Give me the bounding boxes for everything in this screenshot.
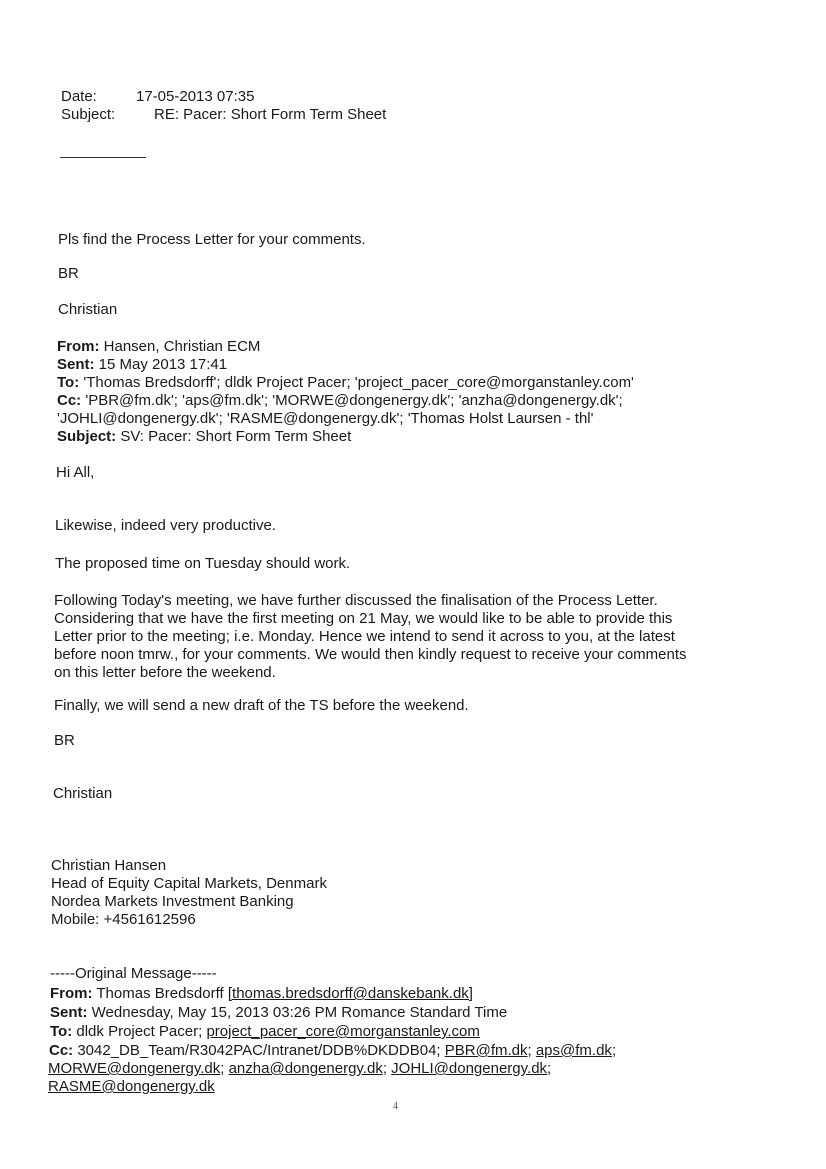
cc-email-link[interactable]: aps@fm.dk [535,1042,612,1059]
signature-title: Head of Equity Capital Markets, Denmark [51,875,327,892]
reply-line-1: Pls find the Process Letter for your comments. [58,231,366,248]
body-name: Christian [53,785,113,802]
original-to-label: To: [50,1023,73,1040]
reply-line-3: Christian [58,301,118,318]
original-to [50,1023,480,1040]
cc-email-link[interactable]: RASME@dongenergy.dk [48,1078,215,1095]
email1-to-value: 'Thomas Bredsdorff'; dldk Project Pacer; 'project_pacer_core@morganstanley.com' [79,374,634,391]
original-cc-label: Cc: [49,1042,74,1059]
body-greeting: Hi All, [56,464,95,481]
cc-email-link[interactable]: PBR@fm.dk [444,1042,528,1059]
email1-subject-value: SV: Pacer: Short Form Term Sheet [116,428,352,445]
email1-cc [57,392,623,409]
original-from [50,985,473,1002]
email1-from [57,338,260,355]
email1-from-value: Hansen, Christian ECM [99,338,261,355]
original-to-email-link[interactable]: project_pacer_core@morganstanley.com [206,1023,480,1040]
date-row [61,88,254,105]
body-paragraph-3-line: Considering that we have the first meeting on 21 May, we would like to be able to provide this [54,610,673,627]
original-sent [50,1004,507,1021]
signature-name: Christian Hansen [51,857,167,874]
body-paragraph-4: Finally, we will send a new draft of the TS before the weekend. [54,697,469,714]
body-paragraph-3-line: Following Today's meeting, we have further discussed the finalisation of the Process Letter. [54,592,658,609]
original-message-marker: -----Original Message----- [50,965,217,982]
email1-sent-label: Sent: [57,356,95,373]
original-cc-value: 3042_DB_Team/R3042PAC/Intranet/DDB%DKDDB04; [73,1042,445,1059]
original-cc [49,1042,616,1059]
reply-line-2: BR [58,265,79,282]
cc-email-link[interactable]: anzha@dongenergy.dk [228,1060,383,1077]
cc-email-link[interactable]: JOHLI@dongenergy.dk [391,1060,548,1077]
original-from-email-link[interactable]: [thomas.bredsdorff@danskebank.dk] [227,985,473,1002]
body-paragraph-3-line: before noon tmrw., for your comments. We would then kindly request to receive your comments [54,646,687,663]
subject-row [61,106,386,123]
email1-to [57,374,634,391]
cc-separator: ; [220,1060,229,1077]
email1-from-label: From: [57,338,100,355]
cc-separator: ; [382,1060,392,1077]
original-from-label: From: [50,985,93,1002]
date-value: 17-05-2013 07:35 [136,88,255,105]
signature-company: Nordea Markets Investment Banking [51,893,294,910]
email1-to-label: To: [57,374,80,391]
original-sent-value: Wednesday, May 15, 2013 03:26 PM Romance Standard Time [87,1004,508,1021]
cc-email-link[interactable]: MORWE@dongenergy.dk [48,1060,221,1077]
body-paragraph-3-line: on this letter before the weekend. [54,664,276,681]
cc-separator: ; [527,1042,536,1059]
email1-subject [57,428,351,445]
subject-label: Subject: [61,106,116,123]
body-paragraph-2: The proposed time on Tuesday should work. [55,555,351,572]
signature-mobile: Mobile: +4561612596 [51,911,196,928]
original-from-name: Thomas Bredsdorff [92,985,228,1002]
email1-sent-value: 15 May 2013 17:41 [94,356,228,373]
email1-cc-label: Cc: [57,392,82,409]
email1-cc-line2: 'JOHLI@dongenergy.dk'; 'RASME@dongenergy.dk'; 'Thomas Holst Laursen - thl' [57,410,594,427]
email1-cc-value-line1: 'PBR@fm.dk'; 'aps@fm.dk'; 'MORWE@dongenergy.dk'; 'anzha@dongenergy.dk'; [81,392,623,409]
header-divider [60,157,146,158]
email1-subject-label: Subject: [57,428,117,445]
body-paragraph-1: Likewise, indeed very productive. [55,517,276,534]
page-number: 4 [393,1101,398,1112]
original-cc-line3 [48,1078,215,1095]
original-to-value: dldk Project Pacer; [72,1023,207,1040]
subject-value: RE: Pacer: Short Form Term Sheet [154,106,387,123]
cc-separator: ; [611,1042,617,1059]
original-cc-line2 [48,1060,551,1077]
email1-sent [57,356,227,373]
original-sent-label: Sent: [50,1004,88,1021]
body-paragraph-3-line: Letter prior to the meeting; i.e. Monday. Hence we intend to send it across to you, at the latest [54,628,675,645]
date-label: Date: [61,88,97,105]
body-br: BR [54,732,75,749]
cc-separator: ; [547,1060,552,1077]
